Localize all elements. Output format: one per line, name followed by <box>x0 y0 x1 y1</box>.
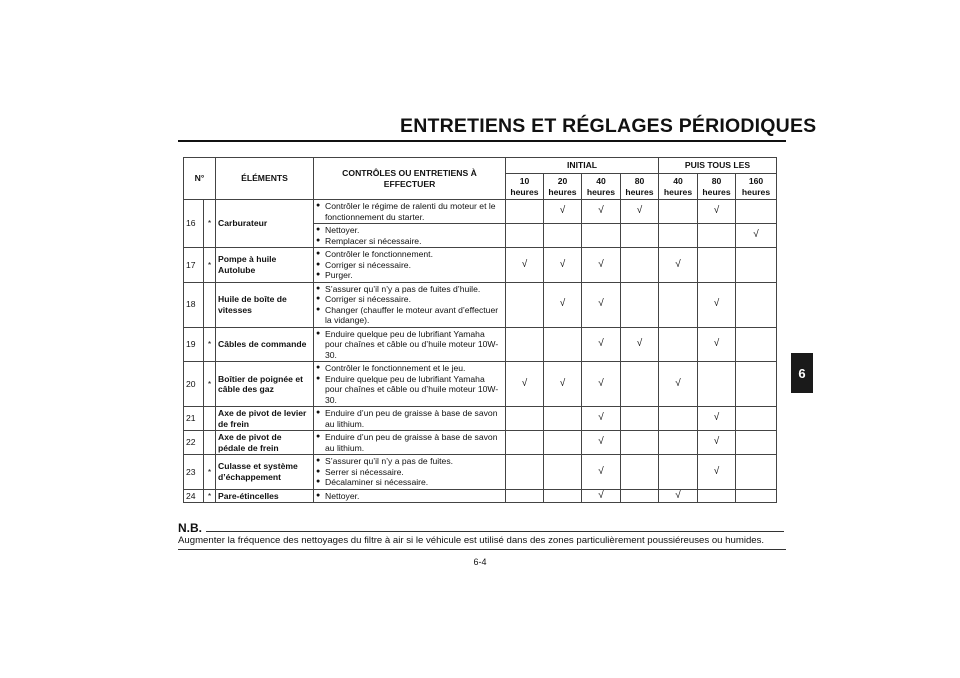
action-item: ● Enduire quelque peu de lubrifiant Yamaha pour chaînes et câble ou d’huile moteur 10W-30. <box>316 374 503 406</box>
row-element: Boîtier de poignée et câble des gaz <box>216 362 314 407</box>
check-mark: √ <box>582 200 621 224</box>
row-number: 17 <box>184 248 204 283</box>
empty-cell <box>698 489 736 503</box>
action-item: ● Contrôler le fonctionnement. <box>316 249 503 260</box>
footer-rule <box>178 549 786 550</box>
row-actions <box>314 431 506 455</box>
empty-cell <box>506 224 544 248</box>
check-mark: √ <box>698 455 736 490</box>
empty-cell <box>736 327 777 362</box>
check-mark: √ <box>582 248 621 283</box>
row-number: 21 <box>184 407 204 431</box>
title-rule <box>178 140 786 142</box>
row-element: Pare-étincelles <box>216 489 314 503</box>
empty-cell <box>659 224 698 248</box>
row-number: 22 <box>184 431 204 455</box>
check-mark: √ <box>582 362 621 407</box>
check-mark: √ <box>582 282 621 327</box>
table-row <box>184 200 777 224</box>
empty-cell <box>582 224 621 248</box>
header-interval: 20 heures <box>544 174 582 200</box>
check-mark: √ <box>736 224 777 248</box>
check-mark: √ <box>582 407 621 431</box>
row-number: 18 <box>184 282 204 327</box>
action-item: ● S’assurer qu’il n’y a pas de fuites. <box>316 456 503 467</box>
maintenance-table <box>183 157 777 503</box>
row-actions <box>314 489 506 503</box>
check-mark: √ <box>544 200 582 224</box>
empty-cell <box>659 282 698 327</box>
section-tab: 6 <box>791 353 813 393</box>
empty-cell <box>698 224 736 248</box>
header-no: N° <box>184 158 216 200</box>
row-element: Axe de pivot de pédale de frein <box>216 431 314 455</box>
table-row <box>184 489 777 503</box>
empty-cell <box>736 431 777 455</box>
row-element: Pompe à huile Autolube <box>216 248 314 283</box>
table-row <box>184 282 777 327</box>
row-actions <box>314 248 506 283</box>
note-rule <box>206 531 784 532</box>
check-mark: √ <box>544 248 582 283</box>
empty-cell <box>506 455 544 490</box>
check-mark: √ <box>659 362 698 407</box>
action-item: ● Remplacer si nécessaire. <box>316 236 503 247</box>
check-mark: √ <box>698 327 736 362</box>
table-row <box>184 327 777 362</box>
row-star: * <box>204 362 216 407</box>
action-item: ● Nettoyer. <box>316 491 503 502</box>
header-controls: CONTRÔLES OU ENTRETIENS À EFFECTUER <box>314 158 506 200</box>
header-interval: 40 heures <box>659 174 698 200</box>
header-interval: 10 heures <box>506 174 544 200</box>
row-number: 20 <box>184 362 204 407</box>
action-item: ● Purger. <box>316 270 503 281</box>
empty-cell <box>736 489 777 503</box>
action-item: ● Enduire d’un peu de graisse à base de savon au lithium. <box>316 432 503 453</box>
check-mark: √ <box>582 431 621 455</box>
empty-cell <box>506 200 544 224</box>
row-star: * <box>204 489 216 503</box>
table-body <box>184 200 777 503</box>
empty-cell <box>621 362 659 407</box>
empty-cell <box>659 455 698 490</box>
empty-cell <box>736 362 777 407</box>
table-row <box>184 248 777 283</box>
empty-cell <box>544 431 582 455</box>
action-item: ● S’assurer qu’il n’y a pas de fuites d’huile. <box>316 284 503 295</box>
header-initial: INITIAL <box>506 158 659 174</box>
empty-cell <box>506 282 544 327</box>
action-item: ● Serrer si nécessaire. <box>316 467 503 478</box>
action-item: ● Enduire d’un peu de graisse à base de savon au lithium. <box>316 408 503 429</box>
header-elements: ÉLÉMENTS <box>216 158 314 200</box>
table-row <box>184 362 777 407</box>
row-actions <box>314 282 506 327</box>
check-mark: √ <box>506 362 544 407</box>
note-text: Augmenter la fréquence des nettoyages du filtre à air si le véhicule est utilisé dans des zones particulièrement poussiéreuses ou humides. <box>178 535 765 546</box>
table-row <box>184 431 777 455</box>
empty-cell <box>506 431 544 455</box>
table-row <box>184 407 777 431</box>
empty-cell <box>544 407 582 431</box>
empty-cell <box>736 248 777 283</box>
empty-cell <box>736 282 777 327</box>
empty-cell <box>506 407 544 431</box>
check-mark: √ <box>621 327 659 362</box>
empty-cell <box>659 200 698 224</box>
action-item: ● Corriger si nécessaire. <box>316 294 503 305</box>
row-actions <box>314 455 506 490</box>
empty-cell <box>544 455 582 490</box>
check-mark: √ <box>582 489 621 503</box>
row-star <box>204 282 216 327</box>
action-item: ● Enduire quelque peu de lubrifiant Yamaha pour chaînes et câble ou d’huile moteur 10W-30. <box>316 329 503 361</box>
empty-cell <box>621 455 659 490</box>
page-number: 6-4 <box>473 557 487 567</box>
row-star <box>204 407 216 431</box>
check-mark: √ <box>582 327 621 362</box>
note-label: N.B. <box>178 521 202 535</box>
row-star: * <box>204 455 216 490</box>
action-item: ● Changer (chauffer le moteur avant d’effectuer la vidange). <box>316 305 503 326</box>
empty-cell <box>659 327 698 362</box>
row-actions <box>314 327 506 362</box>
check-mark: √ <box>698 282 736 327</box>
empty-cell <box>621 407 659 431</box>
empty-cell <box>544 224 582 248</box>
check-mark: √ <box>544 362 582 407</box>
row-element: Carburateur <box>216 200 314 248</box>
check-mark: √ <box>582 455 621 490</box>
check-mark: √ <box>698 431 736 455</box>
empty-cell <box>621 282 659 327</box>
row-star <box>204 431 216 455</box>
header-then-every: PUIS TOUS LES <box>659 158 777 174</box>
empty-cell <box>736 455 777 490</box>
empty-cell <box>621 248 659 283</box>
row-element: Axe de pivot de levier de frein <box>216 407 314 431</box>
empty-cell <box>698 362 736 407</box>
row-number: 24 <box>184 489 204 503</box>
empty-cell <box>506 489 544 503</box>
empty-cell <box>736 200 777 224</box>
header-interval: 40 heures <box>582 174 621 200</box>
check-mark: √ <box>659 489 698 503</box>
table-row <box>184 455 777 490</box>
row-number: 16 <box>184 200 204 248</box>
row-star: * <box>204 248 216 283</box>
empty-cell <box>621 489 659 503</box>
row-actions <box>314 407 506 431</box>
check-mark: √ <box>659 248 698 283</box>
empty-cell <box>544 327 582 362</box>
empty-cell <box>544 489 582 503</box>
row-number: 23 <box>184 455 204 490</box>
check-mark: √ <box>698 407 736 431</box>
row-actions <box>314 200 506 224</box>
header-interval: 160 heures <box>736 174 777 200</box>
empty-cell <box>506 327 544 362</box>
header-interval: 80 heures <box>621 174 659 200</box>
action-item: ● Corriger si nécessaire. <box>316 260 503 271</box>
row-actions <box>314 362 506 407</box>
row-number: 19 <box>184 327 204 362</box>
action-item: ● Contrôler le régime de ralenti du moteur et le fonctionnement du starter. <box>316 201 503 222</box>
action-item: ● Décalaminer si nécessaire. <box>316 477 503 488</box>
header-interval: 80 heures <box>698 174 736 200</box>
empty-cell <box>736 407 777 431</box>
row-star: * <box>204 327 216 362</box>
row-star: * <box>204 200 216 248</box>
row-element: Culasse et système d’échappement <box>216 455 314 490</box>
action-item: ● Contrôler le fonctionnement et le jeu. <box>316 363 503 374</box>
check-mark: √ <box>698 200 736 224</box>
empty-cell <box>659 431 698 455</box>
empty-cell <box>621 224 659 248</box>
row-element: Câbles de commande <box>216 327 314 362</box>
action-item: ● Nettoyer. <box>316 225 503 236</box>
row-actions <box>314 224 506 248</box>
empty-cell <box>621 431 659 455</box>
check-mark: √ <box>506 248 544 283</box>
page-title: ENTRETIENS ET RÉGLAGES PÉRIODIQUES <box>400 115 817 137</box>
check-mark: √ <box>621 200 659 224</box>
empty-cell <box>698 248 736 283</box>
empty-cell <box>659 407 698 431</box>
check-mark: √ <box>544 282 582 327</box>
row-element: Huile de boîte de vitesses <box>216 282 314 327</box>
